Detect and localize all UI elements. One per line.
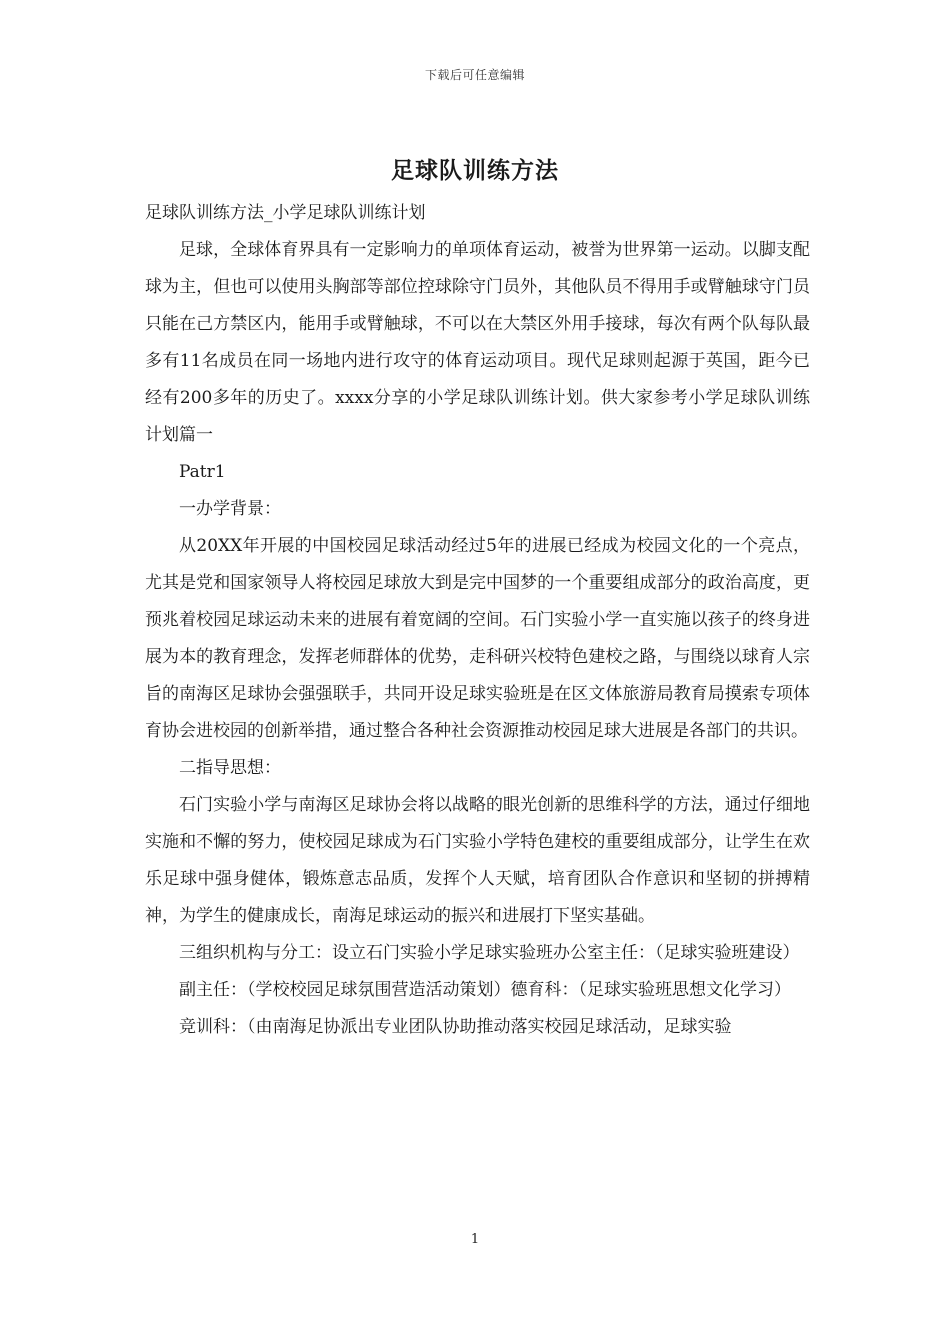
paragraph-deputy-director: 副主任：（学校校园足球氛围营造活动策划）德育科：（足球实验班思想文化学习） [179,980,791,1000]
section-heading-background: 一办学背景： [179,499,281,519]
paragraph-background: 从20XX年开展的中国校园足球活动经过5年的进展已经成为校园文化的一个亮点，尤其是党和国家领导人将校园足球放大到是完中国梦的一个重要组成部分的政治高度，更预兆着校园足球运动未来的进展有着宽阔的空间。石门实验小学一直实施以孩子的终身进展为本的教育理念，发挥老师群体的优势，走科研兴校特色建校之路，与围绕以球育人宗旨的南海区足球协会强强联手，共同开设足球实验班是在区文体旅游局教育局摸索专项体育协会进校园的创新举措，通过整合各种社会资源推动校园足球大进展是各部门的共识。 [145,536,810,741]
page-header: 下载后可任意编辑 [424,68,525,82]
document-subtitle: 足球队训练方法_小学足球队训练计划 [145,203,426,223]
paragraph-part-label: Patr1 [179,462,226,482]
page-number: 1 [470,1232,480,1247]
document-title: 足球队训练方法 [391,157,559,184]
paragraph-intro: 足球，全球体育界具有一定影响力的单项体育运动，被誉为世界第一运动。以脚支配球为主，但也可以使用头胸部等部位控球除守门员外，其他队员不得用手或臂触球守门员只能在己方禁区内，能用手或臂触球，不可以在大禁区外用手接球，每次有两个队每队最多有11名成员在同一场地内进行攻守的体育运动项目。现代足球则起源于英国，距今已经有200多年的历史了。xxxx分享的小学足球队训练计划。供大家参考小学足球队训练计划篇一 [145,240,810,445]
document-body [145,195,810,1046]
paragraph-guiding-ideology: 石门实验小学与南海区足球协会将以战略的眼光创新的思维科学的方法，通过仔细地实施和不懈的努力，使校园足球成为石门实验小学特色建校的重要组成部分，让学生在欢乐足球中强身健体，锻炼意志品质，发挥个人天赋，培育团队合作意识和坚韧的拼搏精神，为学生的健康成长，南海足球运动的振兴和进展打下坚实基础。 [145,795,810,926]
paragraph-training-section: 竞训科：（由南海足协派出专业团队协助推动落实校园足球活动，足球实验 [179,1017,732,1037]
section-heading-guiding-ideology: 二指导思想： [179,758,281,778]
paragraph-organization: 三组织机构与分工：设立石门实验小学足球实验班办公室主任：（足球实验班建设） [179,943,800,963]
